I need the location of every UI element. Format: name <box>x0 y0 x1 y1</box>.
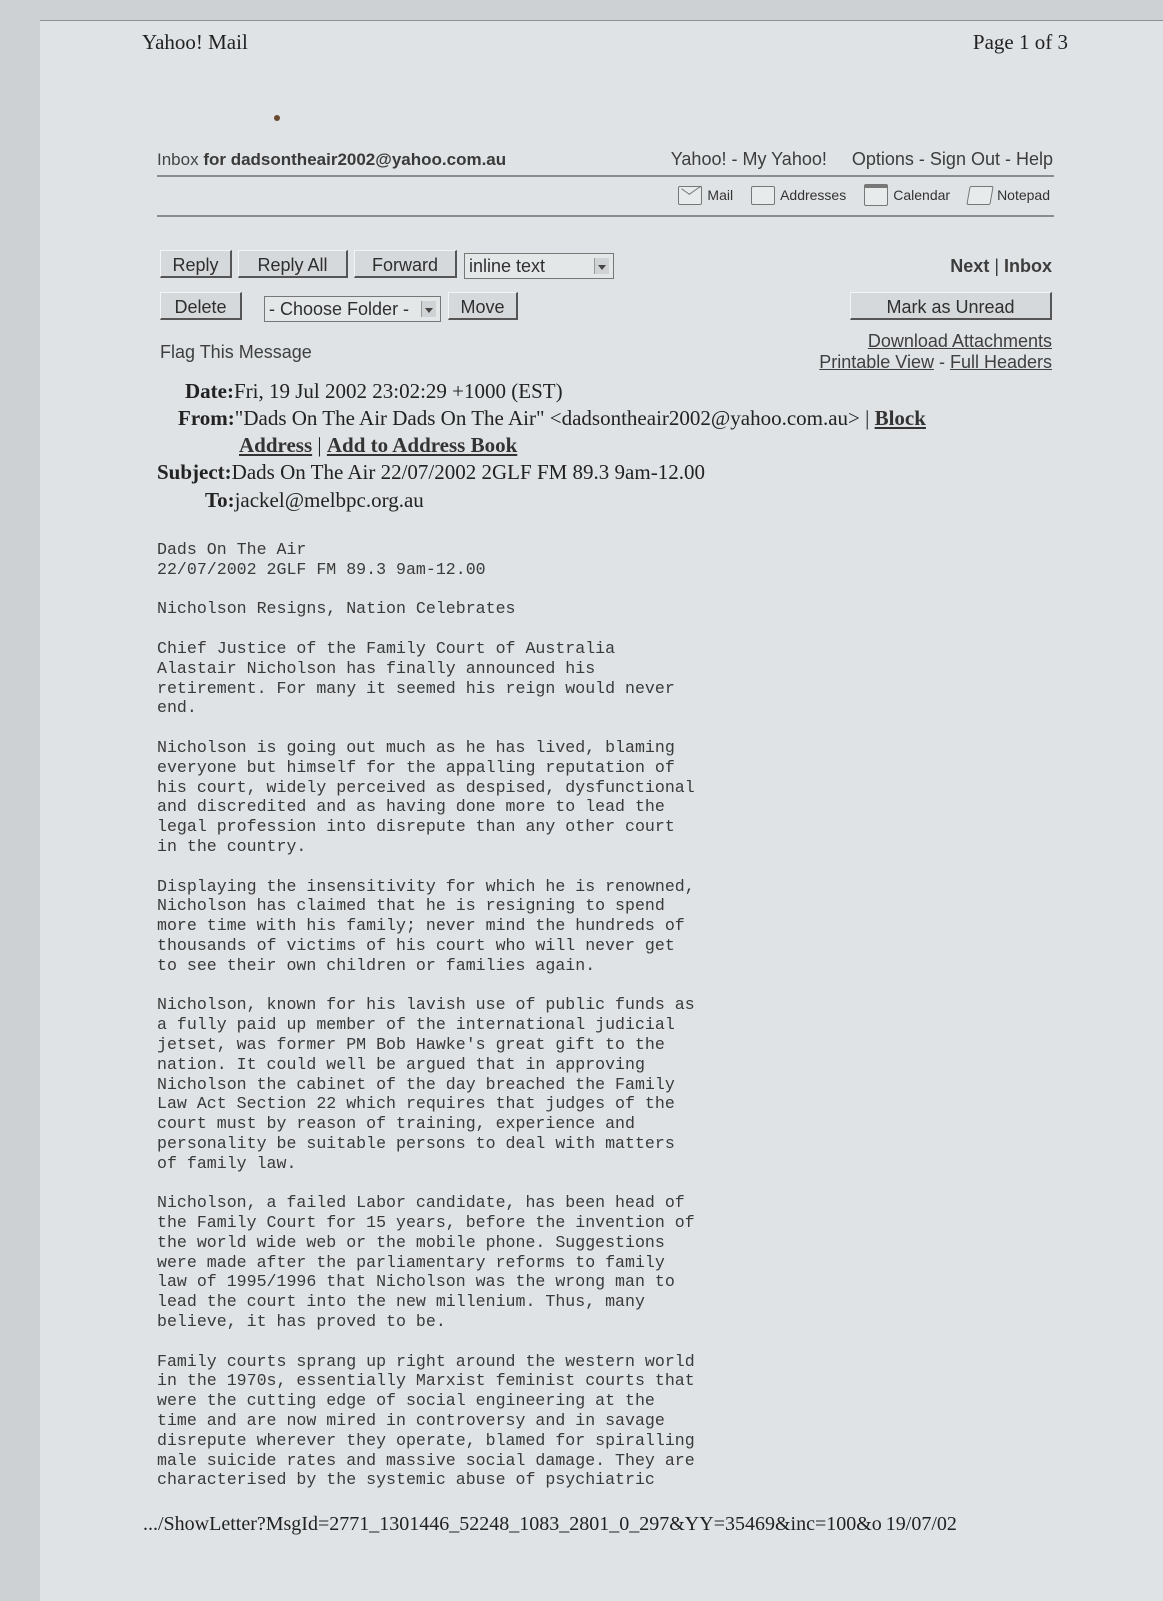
reply-all-button[interactable]: Reply All <box>238 250 348 278</box>
print-footer-url: .../ShowLetter?MsgId=2771_1301446_52248_1083_2801_0_297&YY=35469&inc=100&o 19/07/02 <box>143 1513 957 1535</box>
message-body: Dads On The Air 22/07/2002 2GLF FM 89.3 9am-12.00 Nicholson Resigns, Nation Celebrates Chief Justice of the Family Court of Australia Alastair Nicholson has finally announced his retirement. For many it seemed his reign would never end. Nicholson is going out much as he has lived, blaming everyone but himself for the appalling reputation of his court, widely perceived as despised, dysfunctional and discredited and as having done more to lead the legal profession into disrepute than any other court in the country. Displaying the insensitivity for which he is renowned, Nicholson has claimed that he is resigning to spend more time with his family; never mind the hundreds of thousands of victims of his court who will never get to see their own children or families again. Nicholson, known for his lavish use of public funds as a fully paid up member of the international judicial jetset, was former PM Bob Hawke's great gift to the nation. It could well be argued that in approving Nicholson the cabinet of the day breached the Family Law Act Section 22 which requires that judges of the court must by reason of training, experience and personality be suitable persons to deal with matters of family law. Nicholson, a failed Labor candidate, has been head of the Family Court for 15 years, before the invention of the world wide web or the mobile phone. Suggestions were made after the parliamentary reforms to family law of 1995/1996 that Nicholson was the wrong man to lead the court into the new millenium. Thus, many believe, it has proved to be. Family courts sprang up right around the western world in the 1970s, essentially Marxist feminist courts that were the cutting edge of social engineering at the time and are now mired in controversy and in savage disrepute wherever they operate, blamed for spiralling male suicide rates and massive social damage. They are characterised by the systemic abuse of psychiatric <box>157 540 695 1490</box>
top-links <box>671 149 1053 170</box>
sign-out-link[interactable]: Sign Out <box>929 149 1000 169</box>
account-line <box>157 150 506 170</box>
separator: - <box>933 352 950 372</box>
nav-mail[interactable] <box>678 186 733 205</box>
choose-folder-value: - Choose Folder - <box>269 299 410 319</box>
inbox-nav-link[interactable]: Inbox <box>1004 256 1052 276</box>
forward-mode-select[interactable] <box>464 253 614 279</box>
download-attachments-link[interactable]: Download Attachments <box>867 331 1052 351</box>
date-label: Date: <box>185 379 234 403</box>
block-address-link[interactable]: Block <box>874 406 926 430</box>
forward-mode-value: inline text <box>469 256 546 276</box>
subject-value: Dads On The Air 22/07/2002 2GLF FM 89.3 9am-12.00 <box>231 460 705 484</box>
subject-label: Subject: <box>157 460 232 484</box>
flag-message-link[interactable]: Flag This Message <box>160 342 312 362</box>
delete-button[interactable]: Delete <box>160 292 242 320</box>
separator: - <box>726 149 743 169</box>
header-divider <box>157 175 1054 177</box>
from-row-continued <box>239 433 517 458</box>
add-to-address-book-link[interactable]: Add to Address Book <box>326 433 518 457</box>
addresses-icon <box>751 186 775 205</box>
next-link[interactable]: Next <box>950 256 990 276</box>
nav-calendar[interactable] <box>864 184 950 206</box>
chevron-down-icon <box>594 258 609 274</box>
choose-folder-select[interactable] <box>264 296 441 322</box>
notepad-icon <box>966 186 993 205</box>
yahoo-link[interactable]: Yahoo! <box>670 149 727 169</box>
from-label: From: <box>178 406 235 430</box>
date-value: Fri, 19 Jul 2002 23:02:29 +1000 (EST) <box>233 379 563 403</box>
nav-mail-label: Mail <box>707 187 734 203</box>
next-inbox-links <box>950 256 1052 277</box>
nav-addresses[interactable] <box>751 186 846 205</box>
help-link[interactable]: Help <box>1015 149 1053 169</box>
forward-button[interactable]: Forward <box>354 250 457 278</box>
full-headers-link[interactable]: Full Headers <box>949 352 1052 372</box>
to-value: jackel@melbpc.org.au <box>234 488 424 512</box>
to-label: To: <box>205 488 235 512</box>
separator: | <box>989 256 1004 276</box>
subject-row <box>157 460 705 485</box>
mark-as-unread-button[interactable]: Mark as Unread <box>850 292 1052 320</box>
nav-notepad[interactable] <box>968 186 1050 205</box>
mail-icon <box>678 186 702 205</box>
date-row <box>185 379 563 404</box>
block-address-link-cont[interactable]: Address <box>239 433 313 457</box>
print-header-title: Yahoo! Mail <box>142 30 248 54</box>
paper-speck <box>274 115 280 121</box>
from-value: "Dads On The Air Dads On The Air" <dadsontheair2002@yahoo.com.au> | <box>234 406 875 430</box>
nav-addresses-label: Addresses <box>780 187 847 203</box>
separator: - <box>999 149 1016 169</box>
view-links <box>819 352 1052 373</box>
nav-calendar-label: Calendar <box>893 187 951 203</box>
to-row <box>205 488 424 513</box>
options-link[interactable]: Options <box>851 149 914 169</box>
print-page-number: Page 1 of 3 <box>972 30 1068 54</box>
account-email: for dadsontheair2002@yahoo.com.au <box>198 150 507 169</box>
mail-navbar <box>678 184 1050 206</box>
my-yahoo-link[interactable]: My Yahoo! <box>742 149 827 169</box>
nav-notepad-label: Notepad <box>997 187 1050 203</box>
inbox-link[interactable]: Inbox <box>157 150 199 169</box>
separator: - <box>913 149 930 169</box>
move-button[interactable]: Move <box>448 292 518 320</box>
printable-view-link[interactable]: Printable View <box>819 352 934 372</box>
chevron-down-icon <box>421 301 436 317</box>
from-row <box>178 406 926 431</box>
calendar-icon <box>864 184 888 206</box>
navbar-divider <box>157 215 1054 217</box>
reply-button[interactable]: Reply <box>160 250 232 278</box>
separator: | <box>312 433 327 457</box>
